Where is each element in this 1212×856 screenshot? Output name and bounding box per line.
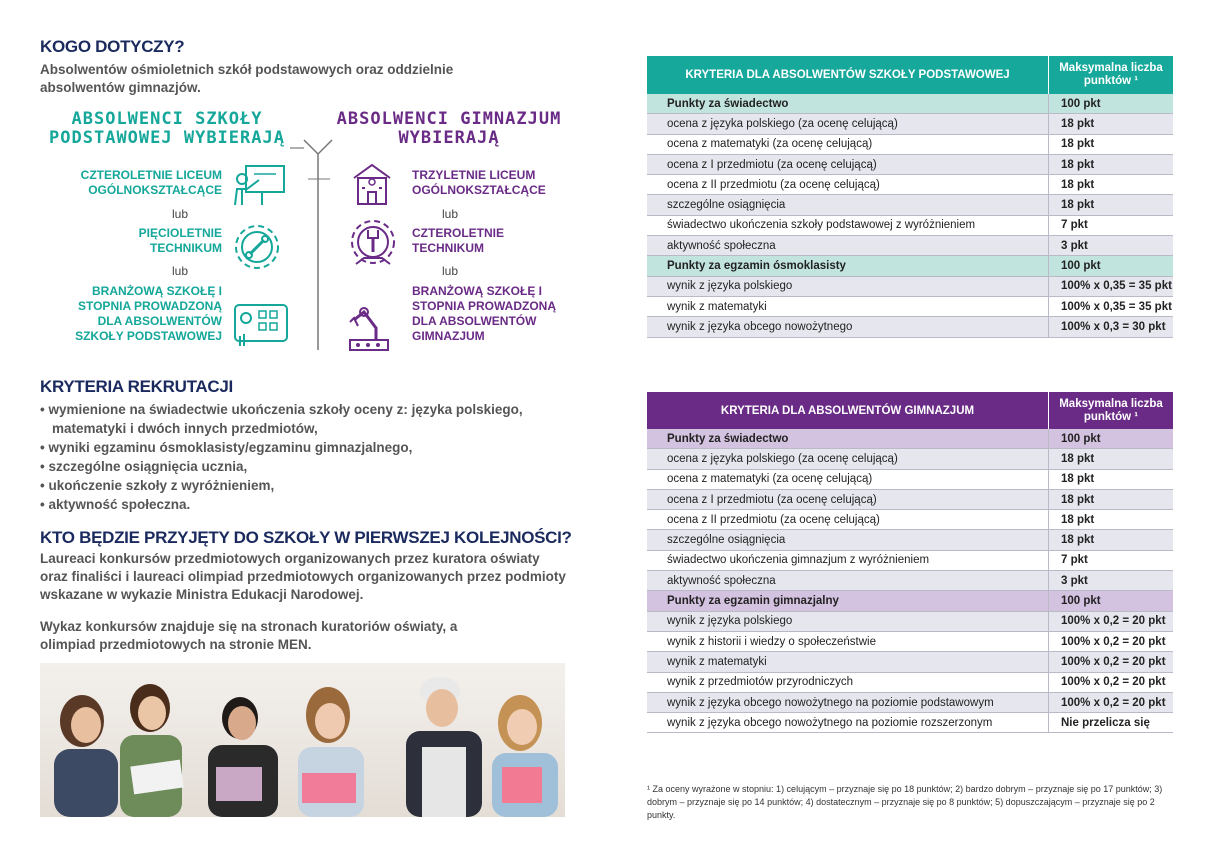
criterion-points: 100% x 0,2 = 20 pkt	[1049, 611, 1174, 631]
criterion-points: 18 pkt	[1049, 530, 1174, 550]
left-heading: ABSOLWENCI SZKOŁY PODSTAWOWEJ WYBIERAJĄ	[49, 109, 285, 148]
criterion-points: 18 pkt	[1049, 134, 1174, 154]
table-row	[647, 317, 1173, 337]
criterion-points: 18 pkt	[1049, 449, 1174, 469]
or-label: lub	[442, 207, 459, 221]
right-item-branzowa: BRANŻOWĄ SZKOŁĘ I STOPNIA PROWADZONĄ DLA ABSOLWENTÓW GIMNAZJUM	[412, 284, 557, 343]
criterion-label: ocena z I przedmiotu (za ocenę celującą)	[647, 489, 1049, 509]
criterion-label: Punkty za egzamin gimnazjalny	[647, 591, 1049, 611]
left-item-liceum: CZTEROLETNIE LICEUM OGÓLNOKSZTAŁCĄCE	[80, 168, 222, 197]
criterion-label: wynik z języka polskiego	[647, 611, 1049, 631]
table-row	[647, 631, 1173, 651]
list-item: • szczególne osiągnięcia ucznia,	[40, 457, 560, 476]
criterion-points: 18 pkt	[1049, 114, 1174, 134]
table-row	[647, 195, 1173, 215]
criterion-points: 18 pkt	[1049, 154, 1174, 174]
table-row	[647, 591, 1173, 611]
criterion-points: 100 pkt	[1049, 429, 1174, 449]
criterion-points: 100% x 0,2 = 20 pkt	[1049, 631, 1174, 651]
table-row	[647, 154, 1173, 174]
table-row	[647, 429, 1173, 449]
diagram-connector	[290, 136, 350, 354]
robot-arm-icon	[346, 298, 394, 354]
table-row	[647, 215, 1173, 235]
table-row	[647, 489, 1173, 509]
table-row	[647, 469, 1173, 489]
criterion-points: 100% x 0,2 = 20 pkt	[1049, 652, 1174, 672]
list-item: • wymienione na świadectwie ukończenia szkoły oceny z: języka polskiego, matematyki i dwóch innych przedmiotów,	[40, 400, 560, 438]
criterion-label: aktywność społeczna	[647, 236, 1049, 256]
teacher-board-icon	[232, 163, 288, 209]
criterion-label: ocena z I przedmiotu (za ocenę celującą)	[647, 154, 1049, 174]
criterion-points: 18 pkt	[1049, 469, 1174, 489]
left-item-branzowa: BRANŻOWĄ SZKOŁĘ I STOPNIA PROWADZONĄ DLA ABSOLWENTÓW SZKOŁY PODSTAWOWEJ	[75, 284, 222, 343]
criterion-label: Punkty za egzamin ósmoklasisty	[647, 256, 1049, 276]
criterion-label: świadectwo ukończenia gimnazjum z wyróżnieniem	[647, 550, 1049, 570]
criterion-points: 18 pkt	[1049, 489, 1174, 509]
criterion-label: wynik z języka polskiego	[647, 276, 1049, 296]
list-item: • aktywność społeczna.	[40, 495, 560, 514]
table-row	[647, 276, 1173, 296]
criterion-points: 18 pkt	[1049, 195, 1174, 215]
table-header-points: Maksymalna liczba punktów ¹	[1049, 56, 1174, 94]
criterion-points: 100% x 0,35 = 35 pkt	[1049, 276, 1174, 296]
criterion-points: 18 pkt	[1049, 175, 1174, 195]
criterion-points: 100% x 0,35 = 35 pkt	[1049, 296, 1174, 316]
table-row	[647, 134, 1173, 154]
criterion-points: Nie przelicza się	[1049, 713, 1174, 733]
kto-paragraph-1: Laureaci konkursów przedmiotowych organizowanych przez kuratora oświaty oraz finaliści i laureaci olimpiad przedmiotowych organizowanych przez podmioty wskazane w wykazie Ministra Edukacji Narodowej.	[40, 551, 566, 602]
gear-wrench-icon	[346, 218, 400, 272]
kto-paragraph-2: Wykaz konkursów znajduje się na stronach kuratoriów oświaty, a olimpiad przedmiotowych na stronie MEN.	[40, 619, 458, 652]
criterion-label: wynik z języka obcego nowożytnego	[647, 317, 1049, 337]
right-item-technikum: CZTEROLETNIE TECHNIKUM	[412, 226, 504, 255]
or-label: lub	[172, 264, 189, 278]
criterion-label: wynik z języka obcego nowożytnego na poziomie podstawowym	[647, 692, 1049, 712]
table-header-points: Maksymalna liczba punktów ¹	[1049, 392, 1174, 429]
criterion-label: wynik z matematyki	[647, 296, 1049, 316]
table-primary-school	[647, 56, 1173, 338]
students-reading-photo	[40, 663, 565, 817]
table-row	[647, 175, 1173, 195]
list-item: • wyniki egzaminu ósmoklasisty/egzaminu gimnazjalnego,	[40, 438, 560, 457]
criterion-points: 7 pkt	[1049, 550, 1174, 570]
criterion-label: wynik z języka obcego nowożytnego na poziomie rozszerzonym	[647, 713, 1049, 733]
school-building-icon	[348, 160, 396, 208]
criterion-label: szczególne osiągnięcia	[647, 195, 1049, 215]
table-row	[647, 449, 1173, 469]
criterion-points: 100% x 0,3 = 30 pkt	[1049, 317, 1174, 337]
table-row	[647, 692, 1173, 712]
criterion-label: świadectwo ukończenia szkoły podstawowej z wyróżnieniem	[647, 215, 1049, 235]
left-item-technikum: PIĘCIOLETNIE TECHNIKUM	[138, 226, 222, 255]
kryteria-list	[40, 400, 560, 514]
table-row	[647, 672, 1173, 692]
kto-title: KTO BĘDZIE PRZYJĘTY DO SZKOŁY W PIERWSZEJ KOLEJNOŚCI?	[40, 528, 572, 547]
criterion-label: ocena z języka polskiego (za ocenę celującą)	[647, 449, 1049, 469]
criterion-label: ocena z II przedmiotu (za ocenę celującą)	[647, 175, 1049, 195]
criterion-points: 100 pkt	[1049, 256, 1174, 276]
table-row	[647, 611, 1173, 631]
table-row	[647, 510, 1173, 530]
criterion-label: szczególne osiągnięcia	[647, 530, 1049, 550]
criterion-label: ocena z II przedmiotu (za ocenę celującą)	[647, 510, 1049, 530]
criterion-points: 100 pkt	[1049, 591, 1174, 611]
criterion-points: 3 pkt	[1049, 236, 1174, 256]
criterion-points: 100% x 0,2 = 20 pkt	[1049, 672, 1174, 692]
criterion-points: 18 pkt	[1049, 510, 1174, 530]
criterion-label: Punkty za świadectwo	[647, 94, 1049, 114]
criterion-label: wynik z historii i wiedzy o społeczeństwie	[647, 631, 1049, 651]
criterion-label: wynik z matematyki	[647, 652, 1049, 672]
kryteria-title: KRYTERIA REKRUTACJI	[40, 377, 233, 396]
table-row	[647, 236, 1173, 256]
or-label: lub	[442, 264, 459, 278]
control-panel-icon	[232, 300, 290, 350]
criterion-label: ocena z matematyki (za ocenę celującą)	[647, 469, 1049, 489]
footnote: ¹ Za oceny wyrażone w stopniu: 1) celującym – przyznaje się po 18 punktów; 2) bardzo dobrym – przyznaje się po 17 punktów; 3) dobrym – przyznaje się po 14 punktów; 4) dostatecznym – przyznaje się po 8 punktów; 5) dopuszczającym – przyznaje się po 2 punkty.	[647, 784, 1163, 820]
table-row	[647, 114, 1173, 134]
table-header: KRYTERIA DLA ABSOLWENTÓW SZKOŁY PODSTAWOWEJ	[647, 56, 1049, 94]
criterion-points: 3 pkt	[1049, 571, 1174, 591]
table-header: KRYTERIA DLA ABSOLWENTÓW GIMNAZJUM	[647, 392, 1049, 429]
right-heading: ABSOLWENCI GIMNAZJUM WYBIERAJĄ	[336, 109, 562, 148]
table-row	[647, 530, 1173, 550]
gear-wrench-icon	[232, 222, 282, 272]
kogo-title: KOGO DOTYCZY?	[40, 37, 185, 56]
table-row	[647, 256, 1173, 276]
criterion-points: 7 pkt	[1049, 215, 1174, 235]
list-item: • ukończenie szkoły z wyróżnieniem,	[40, 476, 560, 495]
criterion-label: aktywność społeczna	[647, 571, 1049, 591]
kogo-text: Absolwentów ośmioletnich szkół podstawowych oraz oddzielnie absolwentów gimnazjów.	[40, 62, 454, 95]
criterion-points: 100 pkt	[1049, 94, 1174, 114]
criterion-label: Punkty za świadectwo	[647, 429, 1049, 449]
table-gimnazjum	[647, 392, 1173, 733]
or-label: lub	[172, 207, 189, 221]
criterion-label: ocena z matematyki (za ocenę celującą)	[647, 134, 1049, 154]
table-row	[647, 550, 1173, 570]
criterion-label: ocena z języka polskiego (za ocenę celującą)	[647, 114, 1049, 134]
table-row	[647, 713, 1173, 733]
table-row	[647, 296, 1173, 316]
table-row	[647, 652, 1173, 672]
table-row	[647, 571, 1173, 591]
criterion-points: 100% x 0,2 = 20 pkt	[1049, 692, 1174, 712]
table-row	[647, 94, 1173, 114]
right-item-liceum: TRZYLETNIE LICEUM OGÓLNOKSZTAŁCĄCE	[412, 168, 546, 197]
criterion-label: wynik z przedmiotów przyrodniczych	[647, 672, 1049, 692]
